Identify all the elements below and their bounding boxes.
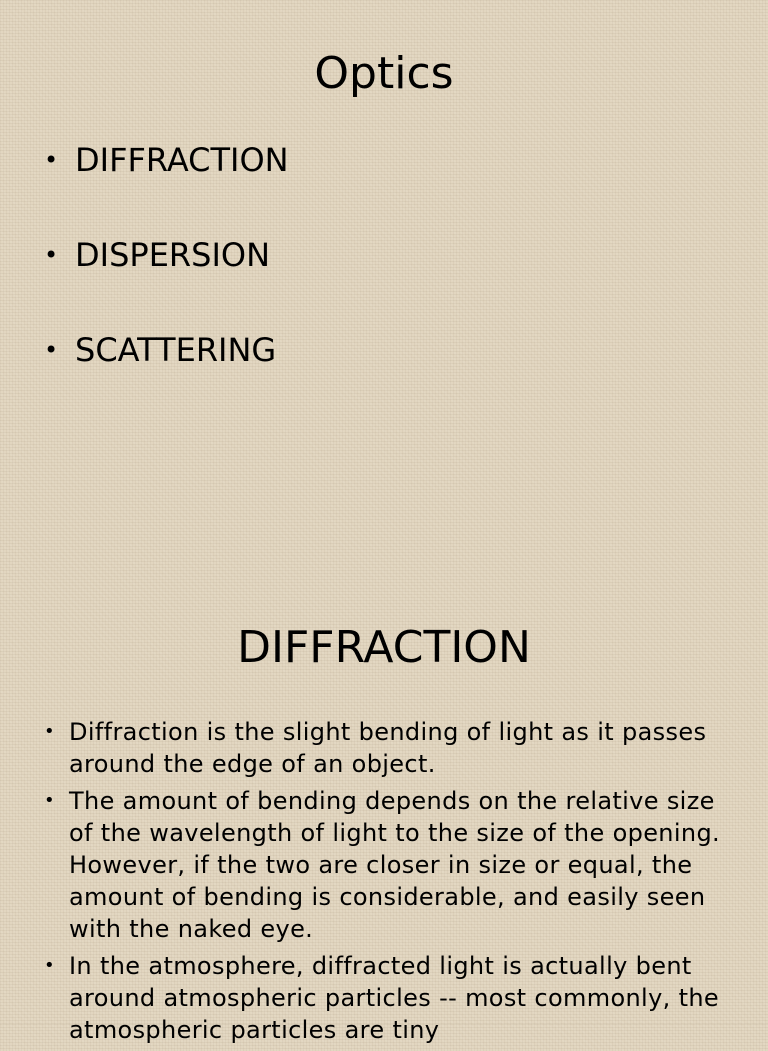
list-item	[44, 785, 734, 945]
slide-title: Optics	[314, 48, 454, 99]
list-item	[44, 328, 289, 372]
list-item-text: Diffraction is the slight bending of light as it passes around the edge of an object.	[69, 718, 707, 778]
list-item-label: SCATTERING	[75, 331, 277, 369]
list-item	[44, 950, 734, 1046]
slide-title: DIFFRACTION	[237, 622, 531, 673]
slide-diffraction	[0, 576, 768, 1044]
list-item	[44, 233, 289, 277]
explanation-list	[44, 716, 734, 1051]
bullet-icon: •	[44, 721, 55, 742]
bullet-icon: •	[44, 336, 59, 364]
list-item-label: DISPERSION	[75, 236, 271, 274]
topic-list	[44, 138, 289, 423]
list-item	[44, 138, 289, 182]
bullet-icon: •	[44, 955, 55, 976]
list-item-label: DIFFRACTION	[75, 141, 289, 179]
list-item-text: The amount of bending depends on the relative size of the wavelength of light to the size of the opening. However, if the two are closer in size or equal, the amount of bending is considerable, and easily seen with the naked eye.	[69, 787, 721, 943]
list-item	[44, 716, 734, 780]
bullet-icon: •	[44, 790, 55, 811]
list-item-text: In the atmosphere, diffracted light is actually bent around atmospheric particles -- most commonly, the atmospheric particles are tiny	[69, 952, 720, 1044]
bullet-icon: •	[44, 146, 59, 174]
bullet-icon: •	[44, 241, 59, 269]
